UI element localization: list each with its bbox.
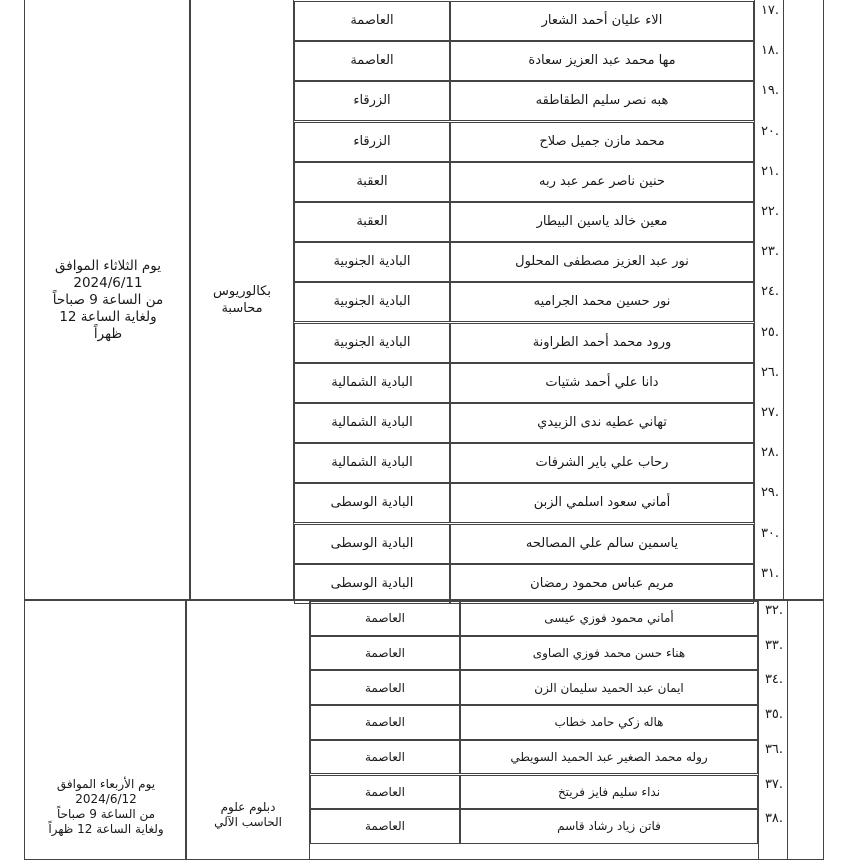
region-cell: البادية الجنوبية <box>294 323 450 363</box>
row-number: ٣٢. <box>764 603 784 618</box>
exam-date-line: ظهراً <box>93 325 123 342</box>
row-number: ٢٥. <box>760 324 780 340</box>
region-cell: العاصمة <box>310 809 460 844</box>
region-cell: العاصمة <box>310 740 460 775</box>
region-cell: العاصمة <box>310 775 460 810</box>
exam-date-line: من الساعة 9 صباحاً <box>56 807 156 821</box>
row-number: ٣٣. <box>764 637 784 653</box>
student-name-cell: فاتن زياد رشاد قاسم <box>460 809 758 844</box>
section-2-program <box>190 795 306 835</box>
student-name-cell: محمد مازن جميل صلاح <box>450 122 754 162</box>
region-cell: العاصمة <box>310 636 460 671</box>
section-2-exam-date <box>28 770 184 844</box>
region-cell: العاصمة <box>310 601 460 636</box>
student-name-cell: دانا علي أحمد شتيات <box>450 363 754 403</box>
student-name-cell: نداء سليم فايز فريتخ <box>460 775 758 810</box>
student-name-cell: ياسمين سالم علي المصالحه <box>450 524 754 564</box>
exam-date-line: من الساعة 9 صباحاً <box>52 291 164 308</box>
region-cell: البادية الوسطى <box>294 524 450 564</box>
region-cell: البادية الشمالية <box>294 363 450 403</box>
row-number: ٣٧. <box>764 776 784 792</box>
program-line: محاسبة <box>221 301 263 316</box>
exam-date-line: يوم الأربعاء الموافق <box>56 777 156 791</box>
student-name-cell: ورود محمد أحمد الطراونة <box>450 323 754 363</box>
row-number: ٣٦. <box>764 741 784 757</box>
region-cell: الزرقاء <box>294 122 450 162</box>
student-name-cell: هبه نصر سليم الطقاطقه <box>450 81 754 121</box>
student-name-cell: مريم عباس محمود رمضان <box>450 564 754 604</box>
exam-date-line: يوم الثلاثاء الموافق <box>55 257 161 274</box>
row-number: ٢٧. <box>760 405 780 420</box>
region-cell: البادية الجنوبية <box>294 282 450 322</box>
row-number: ١٧. <box>760 3 780 18</box>
row-number: ٢٦. <box>760 364 780 380</box>
exam-date-line: ولغاية الساعة 12 ظهراً <box>48 822 164 836</box>
section-1-exam-date <box>30 240 186 360</box>
row-number: ٣٨. <box>764 811 784 827</box>
region-cell: البادية الشمالية <box>294 443 450 483</box>
row-number: ٢٢. <box>760 204 780 219</box>
region-cell: العاصمة <box>310 670 460 705</box>
student-name-cell: تهاني عطيه ندى الزبيدي <box>450 403 754 443</box>
student-name-cell: أماني سعود اسلمي الزبن <box>450 483 754 523</box>
row-number: ٣٥. <box>764 707 784 723</box>
student-name-cell: ايمان عبد الحميد سليمان الزن <box>460 670 758 705</box>
program-line: دبلوم علوم <box>220 800 276 814</box>
row-number: ٣٠. <box>760 525 780 541</box>
exam-date-line: ولغاية الساعة 12 <box>59 308 157 325</box>
student-name-cell: حنين ناصر عمر عبد ربه <box>450 162 754 202</box>
region-cell: العقبة <box>294 162 450 202</box>
student-name-cell: مها محمد عبد العزيز سعادة <box>450 41 754 81</box>
program-line: بكالوريوس <box>213 284 271 299</box>
region-cell: البادية الشمالية <box>294 403 450 443</box>
region-cell: العاصمة <box>294 41 450 81</box>
region-cell: العاصمة <box>294 1 450 41</box>
row-number: ٢٤. <box>760 284 780 300</box>
exam-date-line: 2024/6/12 <box>75 792 137 806</box>
student-name-cell: هناء حسن محمد فوزي الصاوى <box>460 636 758 671</box>
row-number: ١٨. <box>760 43 780 59</box>
row-number: ٢٠. <box>760 123 780 139</box>
student-name-cell: هاله زكي حامد خطاب <box>460 705 758 740</box>
region-cell: البادية الوسطى <box>294 483 450 523</box>
exam-date-line: 2024/6/11 <box>73 274 143 291</box>
row-number: ٢٨. <box>760 445 780 461</box>
program-line: الحاسب الآلي <box>214 815 282 829</box>
student-name-cell: رحاب علي باير الشرفات <box>450 443 754 483</box>
row-number: ٢٣. <box>760 244 780 260</box>
row-number: ٢١. <box>760 163 780 179</box>
student-name-cell: أماني محمود فوزي عيسى <box>460 601 758 636</box>
student-name-cell: روله محمد الصغير عبد الحميد السويطي <box>460 740 758 775</box>
region-cell: البادية الوسطى <box>294 564 450 604</box>
student-name-cell: معين خالد ياسين البيطار <box>450 202 754 242</box>
section-1-program <box>192 270 292 330</box>
region-cell: الزرقاء <box>294 81 450 121</box>
region-cell: البادية الجنوبية <box>294 242 450 282</box>
row-number: ٣٤. <box>764 672 784 688</box>
student-name-cell: الاء عليان أحمد الشعار <box>450 1 754 41</box>
row-number: ٣١. <box>760 565 780 581</box>
region-cell: العقبة <box>294 202 450 242</box>
region-cell: العاصمة <box>310 705 460 740</box>
student-name-cell: نور عبد العزيز مصطفى المحلول <box>450 242 754 282</box>
row-number: ٢٩. <box>760 485 780 501</box>
row-number: ١٩. <box>760 83 780 99</box>
student-name-cell: نور حسين محمد الجراميه <box>450 282 754 322</box>
